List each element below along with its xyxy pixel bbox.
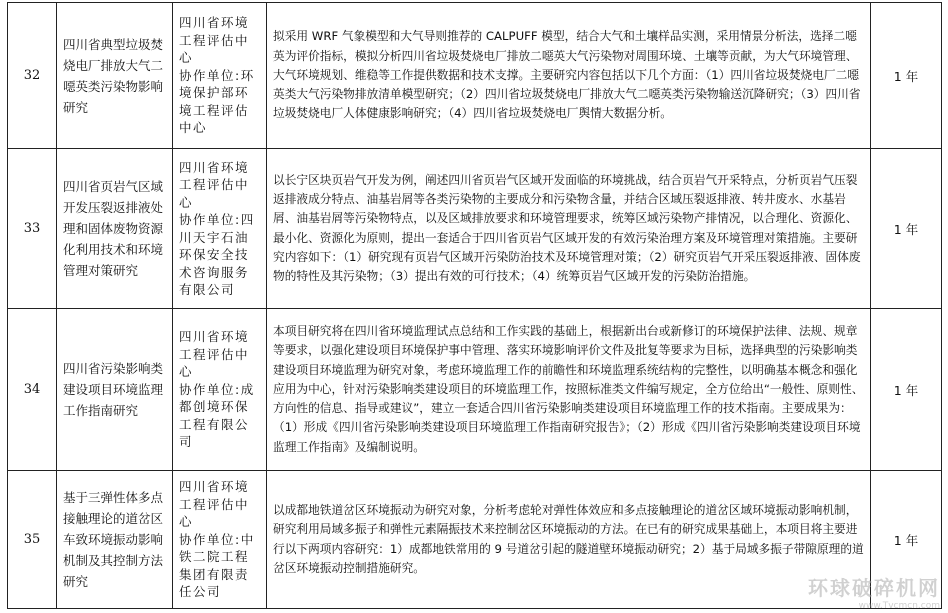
project-name: 四川省典型垃圾焚烧电厂排放大气二噁英类污染物影响研究 (57, 3, 173, 149)
research-content: 以长宁区块页岩气开发为例，阐述四川省页岩气区域开发面临的环境挑战，结合页岩气开采特点，分析页岩气压裂返排液成分特点、油基岩屑等各类污染物的主要成分和污染物含量，并结合区域压裂返排液、转井废水、水基岩屑、油基岩屑等污染物特点，以及区域排放要求和环境管理要求，统筹区域污染物产排情况，以合理化、资源化、最小化、资源化为原则，提出一套适合于四川省页岩气区域开发的有效污染治理方案及环境管理对策措施。主要研究内容如下：（1）研究现有页岩气区域开污染防治技术及环境管理对策；（2）研究页岩气开采压裂返排液、固体废物的特性及其污染物；（3）提出有效的可行技术；（4）统筹页岩气区域开发的污染防治措施。 (267, 149, 871, 309)
row-number: 34 (8, 309, 57, 471)
research-content: 本项目研究将在四川省环境监理试点总结和工作实践的基础上，根据新出台或新修订的环境保护法律、法规、规章等要求，以强化建设项目环境保护事中管理、落实环境影响评价文件及批复等要求为目标，选择典型的污染影响类建设项目环境监理为研究对象，考虑环境监理工作的前瞻性和环境监理系统结构的完整性，以明确基本概念和强化应用为中心，针对污染影响类建设项目的环境监理工作，按照标准类文件编写规定，全方位给出“一般性、原则性、方向性的信息、指导或建议”，建立一套适合四川省污染影响类建设项目环境监理工作的技术指南。主要成果为：（1）形成《四川省污染影响类建设项目环境监理工作指南研究报告》；（2）形成《四川省污染影响类建设项目环境监理工作指南》及编制说明。 (267, 309, 871, 471)
undertaking-unit: 四川省环境工程评估中心 协作单位:四川天宇石油环保安全技术咨询服务有限公司 (173, 149, 267, 309)
undertaking-unit: 四川省环境工程评估中心 协作单位:成都创境环保工程有限公司 (173, 309, 267, 471)
research-content: 以成都地铁道岔区环境振动为研究对象，分析考虑轮对弹性体效应和多点接触理论的道岔区域环境振动影响机制，研究利用局域多振子和弹性元素隔振技术来控制岔区环境振动的方法。在已有的研究成果基础上，本项目将主要进行以下两项内容研究：1）成都地铁常用的 9 号道岔引起的隧道壁环境振动研究；2）基于局域多振子带隙原理的道岔区环境振动控制措施研究。 (267, 471, 871, 609)
project-table (7, 2, 942, 609)
table-row (8, 471, 942, 609)
watermark-url: www.Tvcmcn.com (858, 601, 940, 611)
row-number: 35 (8, 471, 57, 609)
research-content: 拟采用 WRF 气象模型和大气导则推荐的 CALPUFF 模型，结合大气和土壤样品实测，采用情景分析法，选择二噁英为评价指标，模拟分析四川省垃圾焚烧电厂排放二噁英大气污染物对周围环境、土壤等贡献，为大气环境管理、大气环境规划、维稳等工作提供数据和技术支撑。主要研究内容包括以下几个方面：（1）四川省垃圾焚烧电厂二噁英类大气污染物排放清单模型研究；（2）四川省垃圾焚烧电厂排放大气二噁英类污染物输送沉降研究；（3）四川省垃圾焚烧电厂人体健康影响研究；（4）四川省垃圾焚烧电厂舆情大数据分析。 (267, 3, 871, 149)
project-name: 基于三弹性体多点接触理论的道岔区车致环境振动影响机制及其控制方法研究 (57, 471, 173, 609)
project-name: 四川省页岩气区域开发压裂返排液处理和固体废物资源化利用技术和环境管理对策研究 (57, 149, 173, 309)
table-row (8, 149, 942, 309)
project-period: 1 年 (871, 3, 942, 149)
table-row (8, 309, 942, 471)
row-number: 32 (8, 3, 57, 149)
undertaking-unit: 四川省环境工程评估中心 协作单位:中铁二院工程集团有限责任公司 (173, 471, 267, 609)
project-period: 1 年 (871, 471, 942, 609)
project-period: 1 年 (871, 309, 942, 471)
project-name: 四川省污染影响类建设项目环境监理工作指南研究 (57, 309, 173, 471)
table-row (8, 3, 942, 149)
row-number: 33 (8, 149, 57, 309)
watermark-text: 环球破碎机网 (808, 576, 940, 600)
project-period: 1 年 (871, 149, 942, 309)
undertaking-unit: 四川省环境工程评估中心 协作单位:环境保护部环境工程评估中心 (173, 3, 267, 149)
